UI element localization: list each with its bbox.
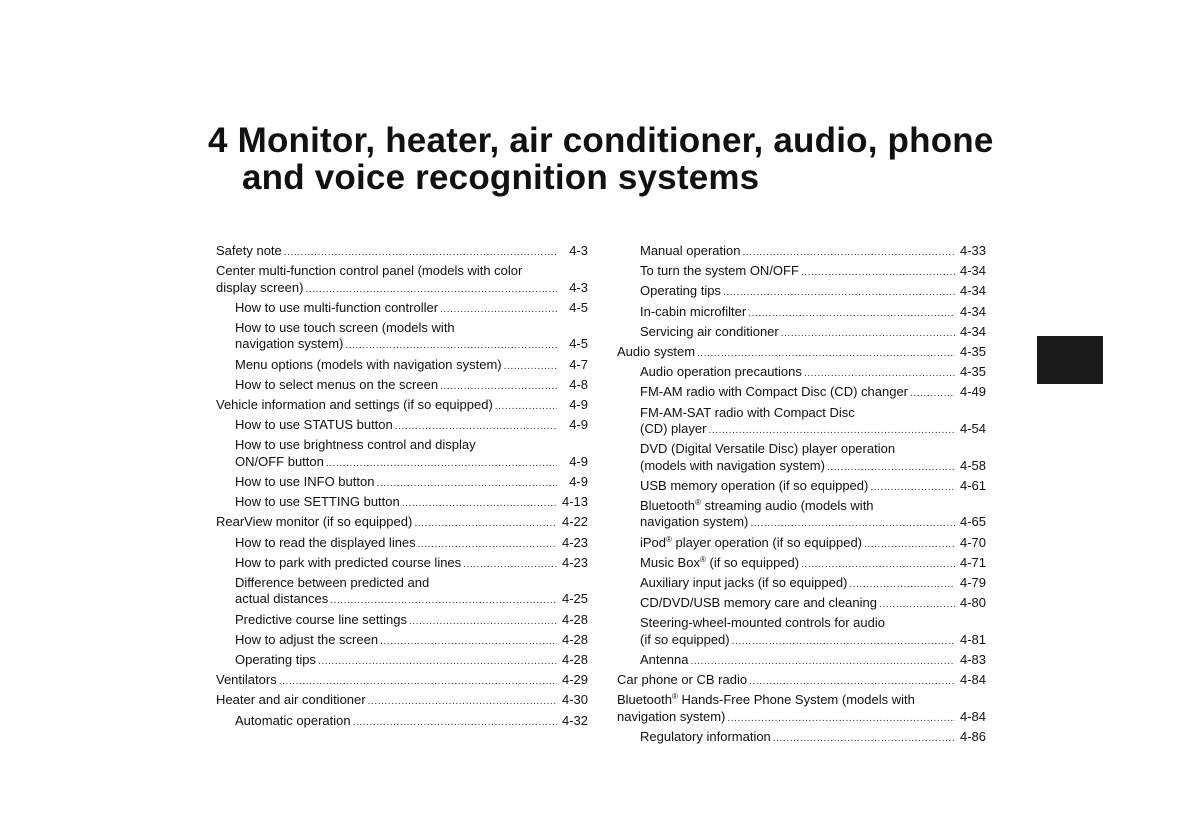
- toc-entry[interactable]: [216, 535, 588, 553]
- toc-entry-title: Safety note: [216, 243, 282, 258]
- toc-entry-line: [640, 304, 986, 322]
- toc-entry-line: [235, 612, 588, 630]
- registered-mark: ®: [666, 534, 672, 544]
- toc-entry-title: Audio system: [617, 344, 696, 360]
- dot-leader: [697, 346, 955, 362]
- toc-entry-line: [640, 421, 986, 439]
- toc-entry-line: [235, 454, 588, 472]
- dot-leader: [750, 516, 955, 532]
- dot-leader: [773, 731, 955, 747]
- toc-entry-text-line: Center multi-function control panel (models with color: [216, 263, 523, 279]
- toc-page-number: 4-34: [959, 303, 986, 319]
- toc-entry-title: navigation system): [640, 514, 749, 530]
- dot-leader: [910, 386, 955, 402]
- chapter-title-line-2: and voice recognition systems: [242, 158, 760, 197]
- toc-entry-title: FM-AM radio with Compact Disc (CD) changer: [640, 384, 909, 400]
- toc-entry[interactable]: [617, 692, 986, 727]
- toc-entry-title: Ventilators: [216, 672, 277, 688]
- toc-entry[interactable]: [216, 397, 588, 415]
- toc-page-number: 4-35: [959, 364, 986, 380]
- toc-entry-line: [640, 652, 986, 670]
- toc-entry-title: How to use INFO button: [235, 474, 375, 490]
- toc-entry[interactable]: [216, 692, 588, 710]
- toc-entry-line: [640, 283, 986, 301]
- toc-entry[interactable]: [617, 304, 986, 322]
- toc-page-number: 4-28: [561, 631, 588, 647]
- toc-entry[interactable]: [617, 324, 986, 342]
- toc-page-number: 4-5: [569, 299, 588, 315]
- toc-entry-line: [640, 458, 986, 476]
- toc-page-number: 4-29: [561, 672, 588, 688]
- dot-leader: [849, 577, 955, 593]
- toc-entry-title: In-cabin microfilter: [640, 303, 747, 319]
- toc-page-number: 4-80: [959, 595, 986, 611]
- toc-entry-text-line: Bluetooth® streaming audio (models with: [640, 498, 874, 514]
- toc-page-number: 4-58: [959, 457, 986, 473]
- toc-entry[interactable]: [617, 283, 986, 301]
- toc-entry[interactable]: [216, 514, 588, 532]
- toc-entry-title: How to read the displayed lines: [235, 534, 416, 550]
- toc-entry-line: [235, 713, 588, 731]
- dot-leader: [742, 245, 955, 261]
- toc-entry-line: [216, 243, 588, 261]
- toc-entry-line: [216, 692, 588, 710]
- toc-entry-title: Audio operation precautions: [640, 364, 802, 380]
- toc-entry[interactable]: [617, 344, 986, 362]
- toc-page-number: 4-22: [561, 514, 588, 530]
- toc-entry-title: How to use SETTING button: [235, 494, 400, 510]
- toc-entry-title: (CD) player: [640, 421, 707, 437]
- toc-entry[interactable]: [216, 713, 588, 731]
- dot-leader: [376, 476, 557, 492]
- dot-leader: [504, 359, 557, 375]
- toc-entry[interactable]: [216, 652, 588, 670]
- toc-page-number: 4-9: [569, 417, 588, 433]
- toc-entry-title: Auxiliary input jacks (if so equipped): [640, 575, 848, 591]
- toc-entry[interactable]: [617, 652, 986, 670]
- toc-entry-line: [640, 729, 986, 747]
- dot-leader: [804, 366, 955, 382]
- toc-page-number: 4-86: [959, 729, 986, 745]
- toc-entry-line: [617, 344, 986, 362]
- toc-entry-line: [640, 478, 986, 496]
- toc-entry[interactable]: [216, 417, 588, 435]
- toc-entry[interactable]: [216, 300, 588, 318]
- toc-page-number: 4-9: [569, 397, 588, 413]
- dot-leader: [440, 302, 557, 318]
- toc-page-number: 4-23: [561, 554, 588, 570]
- toc-page-number: 4-9: [569, 453, 588, 469]
- toc-entry-text-line: How to use brightness control and display: [235, 437, 476, 453]
- toc-page-number: 4-3: [569, 243, 588, 258]
- dot-leader: [284, 245, 557, 261]
- toc-entry[interactable]: [617, 729, 986, 747]
- toc-page-number: 4-79: [959, 575, 986, 591]
- toc-entry[interactable]: [617, 243, 986, 261]
- toc-entry-title: navigation system): [617, 708, 726, 724]
- dot-leader: [414, 516, 557, 532]
- dot-leader: [708, 423, 955, 439]
- toc-entry[interactable]: [617, 535, 986, 553]
- toc-entry-line: [640, 324, 986, 342]
- dot-leader: [326, 456, 557, 472]
- dot-leader: [870, 480, 955, 496]
- toc-entry-line: [640, 575, 986, 593]
- toc-entry-line: [235, 535, 588, 553]
- toc-page-number: 4-71: [959, 554, 986, 570]
- dot-leader: [345, 338, 557, 354]
- toc-entry-title: navigation system): [235, 336, 344, 352]
- toc-entry-title: Predictive course line settings: [235, 611, 407, 627]
- toc-entry-title: Vehicle information and settings (if so equipped): [216, 397, 493, 413]
- toc-entry-line: [640, 555, 986, 573]
- toc-entry-title: Automatic operation: [235, 712, 351, 728]
- toc-entry-line: [235, 377, 588, 395]
- toc-entry-title: Manual operation: [640, 243, 741, 258]
- dot-leader: [864, 537, 955, 553]
- dot-leader: [727, 711, 955, 727]
- toc-entry-title: USB memory operation (if so equipped): [640, 477, 869, 493]
- dot-leader: [395, 419, 557, 435]
- dot-leader: [330, 593, 557, 609]
- toc-entry-title: ON/OFF button: [235, 453, 324, 469]
- toc-entry-text-line: Steering-wheel-mounted controls for audio: [640, 615, 885, 631]
- toc-entry-line: [235, 474, 588, 492]
- toc-entry-line: [216, 280, 588, 298]
- toc-page-number: 4-34: [959, 283, 986, 299]
- toc-entry-title: Menu options (models with navigation system): [235, 356, 502, 372]
- toc-left-column: [216, 243, 588, 733]
- toc-page-number: 4-5: [569, 336, 588, 352]
- registered-mark: ®: [699, 554, 706, 564]
- toc-entry-title: How to park with predicted course lines: [235, 554, 462, 570]
- toc-page-number: 4-54: [959, 421, 986, 437]
- toc-entry-text-line: Difference between predicted and: [235, 575, 430, 591]
- dot-leader: [879, 597, 955, 613]
- dot-leader: [353, 715, 557, 731]
- toc-entry[interactable]: [617, 405, 986, 440]
- toc-entry-title: CD/DVD/USB memory care and cleaning: [640, 595, 877, 611]
- toc-page-number: 4-34: [959, 323, 986, 339]
- toc-page-number: 4-61: [959, 477, 986, 493]
- toc-page-number: 4-7: [569, 356, 588, 372]
- toc-page-number: 4-9: [569, 474, 588, 490]
- toc-entry-title: Servicing air conditioner: [640, 323, 779, 339]
- toc-entry-title: RearView monitor (if so equipped): [216, 514, 413, 530]
- dot-leader: [305, 282, 557, 298]
- toc-entry-title: Antenna: [640, 652, 689, 668]
- toc-page-number: 4-25: [561, 591, 588, 607]
- toc-entry-title: How to select menus on the screen: [235, 376, 439, 392]
- toc-entry-line: [640, 243, 986, 261]
- dot-leader: [402, 496, 557, 512]
- toc-entry-title: Car phone or CB radio: [617, 672, 748, 688]
- toc-entry-title: How to adjust the screen: [235, 631, 379, 647]
- toc-page-number: 4-35: [959, 344, 986, 360]
- toc-entry[interactable]: [216, 437, 588, 472]
- toc-entry-line: [617, 672, 986, 690]
- toc-page-number: 4-28: [561, 652, 588, 668]
- toc-entry[interactable]: [216, 357, 588, 375]
- dot-leader: [801, 265, 955, 281]
- toc-page-number: 4-32: [561, 712, 588, 728]
- toc-page-number: 4-33: [959, 243, 986, 258]
- toc-entry-text-line: DVD (Digital Versatile Disc) player operation: [640, 441, 896, 457]
- toc-entry[interactable]: [216, 474, 588, 492]
- toc-entry-line: [235, 494, 588, 512]
- toc-entry-line: [235, 300, 588, 318]
- registered-mark: ®: [671, 692, 678, 702]
- toc-entry-title: How to use STATUS button: [235, 417, 393, 433]
- toc-page-number: 4-65: [959, 514, 986, 530]
- toc-page-number: 4-28: [561, 611, 588, 627]
- dot-leader: [440, 379, 557, 395]
- toc-entry-title: Regulatory information: [640, 729, 771, 745]
- toc-page-number: 4-83: [959, 652, 986, 668]
- toc-page-number: 4-84: [959, 672, 986, 688]
- toc-entry-text-line: How to use touch screen (models with: [235, 320, 455, 336]
- toc-entry-title: Heater and air conditioner: [216, 692, 366, 708]
- toc-entry[interactable]: [216, 555, 588, 573]
- toc-entry-line: [235, 417, 588, 435]
- toc-entry-title: Operating tips: [640, 283, 721, 299]
- toc-entry-title: To turn the system ON/OFF: [640, 263, 799, 279]
- toc-entry-title: How to use multi-function controller: [235, 299, 439, 315]
- dot-leader: [380, 634, 557, 650]
- toc-entry-text-line: Bluetooth® Hands-Free Phone System (models with: [617, 692, 915, 708]
- toc-entry[interactable]: [216, 672, 588, 690]
- toc-entry-line: [235, 336, 588, 354]
- toc-entry[interactable]: [617, 555, 986, 573]
- dot-leader: [723, 285, 955, 301]
- toc-entry-line: [640, 535, 986, 553]
- toc-page-number: 4-13: [561, 494, 588, 510]
- dot-leader: [749, 674, 955, 690]
- dot-leader: [690, 654, 955, 670]
- toc-entry[interactable]: [617, 441, 986, 476]
- toc-entry[interactable]: [617, 384, 986, 402]
- toc-entry-line: [216, 514, 588, 532]
- toc-entry-line: [640, 514, 986, 532]
- chapter-tab-marker: [1037, 336, 1103, 384]
- toc-entry[interactable]: [216, 494, 588, 512]
- toc-entry[interactable]: [216, 243, 588, 261]
- dot-leader: [368, 694, 557, 710]
- toc-entry-line: [617, 709, 986, 727]
- toc-page-number: 4-23: [561, 534, 588, 550]
- toc-entry-line: [640, 263, 986, 281]
- toc-entry-line: [640, 364, 986, 382]
- toc-entry[interactable]: [617, 364, 986, 382]
- toc-page-number: 4-81: [959, 631, 986, 647]
- dot-leader: [732, 634, 955, 650]
- toc-entry[interactable]: [216, 320, 588, 355]
- toc-entry-title: (if so equipped): [640, 631, 730, 647]
- toc-entry[interactable]: [617, 615, 986, 650]
- toc-page-number: 4-3: [569, 279, 588, 295]
- toc-entry-line: [235, 632, 588, 650]
- toc-entry[interactable]: [216, 377, 588, 395]
- toc-entry[interactable]: [617, 575, 986, 593]
- dot-leader: [827, 460, 955, 476]
- toc-entry-line: [640, 595, 986, 613]
- toc-entry[interactable]: [216, 575, 588, 610]
- dot-leader: [418, 537, 557, 553]
- toc-entry-line: [235, 555, 588, 573]
- toc-entry[interactable]: [617, 263, 986, 281]
- toc-right-column: [617, 243, 986, 749]
- dot-leader: [748, 306, 955, 322]
- toc-entry-line: [640, 384, 986, 402]
- toc-page-number: 4-8: [569, 376, 588, 392]
- toc-entry[interactable]: [216, 632, 588, 650]
- chapter-title-line-1: 4 Monitor, heater, air conditioner, audio, phone: [208, 121, 994, 160]
- dot-leader: [279, 674, 557, 690]
- toc-entry-line: [235, 357, 588, 375]
- toc-entry-title: Music Box® (if so equipped): [640, 554, 800, 570]
- registered-mark: ®: [694, 498, 701, 508]
- dot-leader: [801, 557, 955, 573]
- toc-entry-line: [235, 652, 588, 670]
- toc-entry-title: display screen): [216, 279, 304, 295]
- dot-leader: [463, 557, 557, 573]
- toc-entry[interactable]: [617, 478, 986, 496]
- toc-entry-line: [216, 672, 588, 690]
- toc-entry[interactable]: [617, 595, 986, 613]
- toc-entry-line: [216, 397, 588, 415]
- toc-entry-title: actual distances: [235, 591, 329, 607]
- toc-entry-title: (models with navigation system): [640, 457, 825, 473]
- toc-entry-line: [640, 632, 986, 650]
- toc-entry[interactable]: [617, 498, 986, 533]
- toc-page-number: 4-70: [959, 534, 986, 550]
- toc-entry[interactable]: [617, 672, 986, 690]
- toc-entry[interactable]: [216, 612, 588, 630]
- toc-entry-title: Operating tips: [235, 652, 316, 668]
- toc-entry-title: iPod® player operation (if so equipped): [640, 534, 862, 550]
- dot-leader: [495, 399, 557, 415]
- toc-entry[interactable]: [216, 263, 588, 298]
- dot-leader: [318, 654, 557, 670]
- dot-leader: [409, 614, 557, 630]
- toc-page-number: 4-30: [561, 692, 588, 708]
- toc-entry-line: [235, 591, 588, 609]
- dot-leader: [781, 326, 955, 342]
- toc-page-number: 4-49: [959, 384, 986, 400]
- toc-entry-text-line: FM-AM-SAT radio with Compact Disc: [640, 404, 855, 420]
- toc-page-number: 4-84: [959, 708, 986, 724]
- toc-page-number: 4-34: [959, 263, 986, 279]
- chapter-title: [208, 122, 1108, 196]
